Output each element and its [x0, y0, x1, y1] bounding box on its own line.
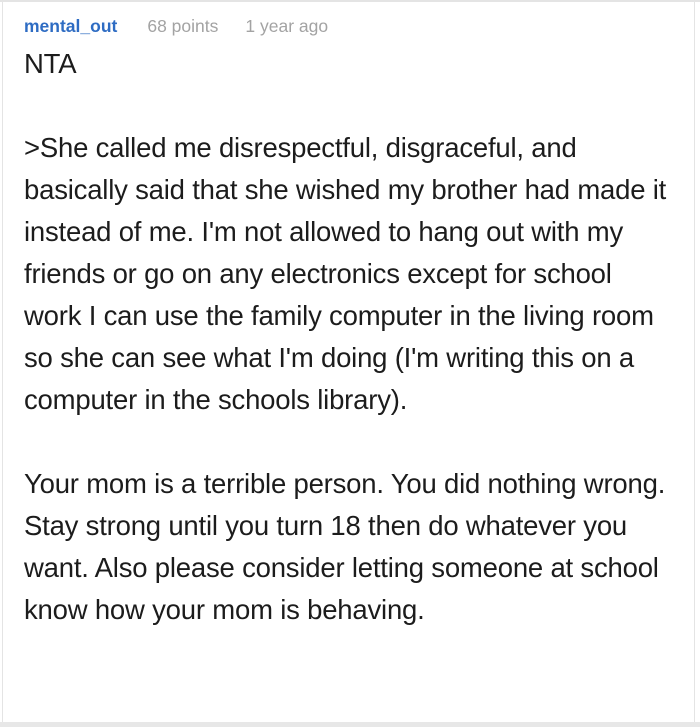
comment-paragraph-quote: >She called me disrespectful, disgraceful, and basically said that she wished my brother had made it instead of me. I'm not allowed to hang out with my friends or go on any electronics except for school work I can use the family computer in the living room so she can see what I'm doing (I'm writing this on a computer in the schools library). [24, 132, 667, 415]
comment-points: 68 points [147, 16, 219, 36]
comment-header [24, 15, 676, 37]
comment-paragraph-advice: Your mom is a terrible person. You did nothing wrong. Stay strong until you turn 18 then do whatever you want. Also please consider letting someone at school know how your mom is behaving. [24, 468, 666, 625]
bottom-edge-strip [0, 722, 700, 727]
card-top-border [0, 0, 700, 2]
comment-card [2, 0, 695, 727]
comment-paragraph-verdict: NTA [24, 48, 77, 79]
comment-timestamp: 1 year ago [245, 16, 329, 36]
comment-body [24, 43, 676, 631]
comment-username-link[interactable]: mental_out [24, 16, 118, 36]
